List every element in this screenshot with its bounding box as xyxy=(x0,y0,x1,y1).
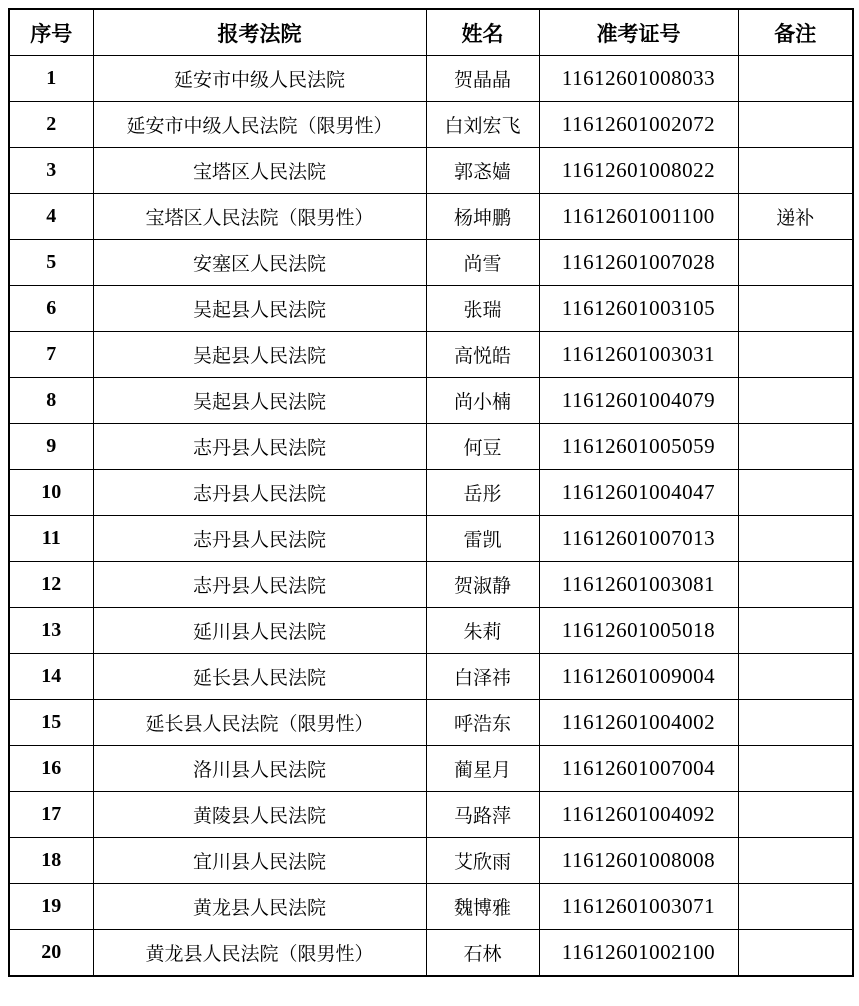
cell-remark xyxy=(738,792,853,838)
table-row xyxy=(9,746,853,792)
cell-remark xyxy=(738,930,853,977)
cell-remark xyxy=(738,654,853,700)
cell-row-number: 20 xyxy=(9,930,93,977)
table-row xyxy=(9,700,853,746)
cell-court: 吴起县人民法院 xyxy=(93,378,426,424)
table-row xyxy=(9,148,853,194)
cell-ticket-number: 11612601003031 xyxy=(539,332,738,378)
cell-row-number: 10 xyxy=(9,470,93,516)
cell-remark xyxy=(738,148,853,194)
cell-court: 志丹县人民法院 xyxy=(93,424,426,470)
cell-candidate-name: 岳彤 xyxy=(426,470,539,516)
cell-remark xyxy=(738,424,853,470)
cell-candidate-name: 何豆 xyxy=(426,424,539,470)
cell-remark xyxy=(738,240,853,286)
cell-row-number: 14 xyxy=(9,654,93,700)
cell-ticket-number: 11612601005059 xyxy=(539,424,738,470)
cell-candidate-name: 呼浩东 xyxy=(426,700,539,746)
cell-row-number: 12 xyxy=(9,562,93,608)
cell-remark xyxy=(738,102,853,148)
cell-ticket-number: 11612601009004 xyxy=(539,654,738,700)
cell-court: 志丹县人民法院 xyxy=(93,516,426,562)
cell-row-number: 6 xyxy=(9,286,93,332)
cell-court: 延长县人民法院 xyxy=(93,654,426,700)
candidates-table xyxy=(8,8,854,977)
cell-court: 延长县人民法院（限男性） xyxy=(93,700,426,746)
cell-remark xyxy=(738,286,853,332)
table-row xyxy=(9,332,853,378)
table-row xyxy=(9,562,853,608)
cell-candidate-name: 雷凯 xyxy=(426,516,539,562)
cell-ticket-number: 11612601007028 xyxy=(539,240,738,286)
cell-candidate-name: 张瑞 xyxy=(426,286,539,332)
table-row xyxy=(9,470,853,516)
cell-candidate-name: 白刘宏飞 xyxy=(426,102,539,148)
cell-court: 志丹县人民法院 xyxy=(93,562,426,608)
cell-remark: 递补 xyxy=(738,194,853,240)
table-row xyxy=(9,516,853,562)
cell-court: 延川县人民法院 xyxy=(93,608,426,654)
table-row xyxy=(9,930,853,977)
cell-candidate-name: 尚雪 xyxy=(426,240,539,286)
cell-row-number: 1 xyxy=(9,56,93,102)
cell-court: 宝塔区人民法院（限男性） xyxy=(93,194,426,240)
cell-remark xyxy=(738,562,853,608)
cell-ticket-number: 11612601004079 xyxy=(539,378,738,424)
cell-row-number: 7 xyxy=(9,332,93,378)
column-header-index: 序号 xyxy=(9,9,93,56)
cell-candidate-name: 马路萍 xyxy=(426,792,539,838)
table-row xyxy=(9,654,853,700)
table-row xyxy=(9,56,853,102)
cell-candidate-name: 艾欣雨 xyxy=(426,838,539,884)
cell-candidate-name: 高悦皓 xyxy=(426,332,539,378)
table-row xyxy=(9,194,853,240)
cell-row-number: 2 xyxy=(9,102,93,148)
table-row xyxy=(9,424,853,470)
cell-ticket-number: 11612601005018 xyxy=(539,608,738,654)
cell-court: 黄龙县人民法院 xyxy=(93,884,426,930)
cell-court: 宜川县人民法院 xyxy=(93,838,426,884)
cell-ticket-number: 11612601002072 xyxy=(539,102,738,148)
cell-row-number: 19 xyxy=(9,884,93,930)
cell-candidate-name: 蔺星月 xyxy=(426,746,539,792)
cell-row-number: 4 xyxy=(9,194,93,240)
cell-ticket-number: 11612601001100 xyxy=(539,194,738,240)
cell-remark xyxy=(738,746,853,792)
cell-candidate-name: 石林 xyxy=(426,930,539,977)
cell-remark xyxy=(738,470,853,516)
table-row xyxy=(9,792,853,838)
cell-candidate-name: 朱莉 xyxy=(426,608,539,654)
cell-candidate-name: 郭忞嫱 xyxy=(426,148,539,194)
table-row xyxy=(9,240,853,286)
cell-row-number: 17 xyxy=(9,792,93,838)
cell-ticket-number: 11612601004047 xyxy=(539,470,738,516)
cell-remark xyxy=(738,56,853,102)
table-row xyxy=(9,884,853,930)
table-row xyxy=(9,378,853,424)
cell-ticket-number: 11612601008022 xyxy=(539,148,738,194)
table-row xyxy=(9,838,853,884)
cell-row-number: 9 xyxy=(9,424,93,470)
table-row xyxy=(9,286,853,332)
cell-ticket-number: 11612601008033 xyxy=(539,56,738,102)
cell-court: 吴起县人民法院 xyxy=(93,332,426,378)
cell-row-number: 15 xyxy=(9,700,93,746)
cell-ticket-number: 11612601007013 xyxy=(539,516,738,562)
cell-row-number: 3 xyxy=(9,148,93,194)
table-row xyxy=(9,608,853,654)
cell-court: 延安市中级人民法院 xyxy=(93,56,426,102)
cell-court: 宝塔区人民法院 xyxy=(93,148,426,194)
cell-candidate-name: 贺晶晶 xyxy=(426,56,539,102)
cell-candidate-name: 杨坤鹏 xyxy=(426,194,539,240)
cell-remark xyxy=(738,608,853,654)
column-header-remark: 备注 xyxy=(738,9,853,56)
cell-court: 志丹县人民法院 xyxy=(93,470,426,516)
cell-court: 延安市中级人民法院（限男性） xyxy=(93,102,426,148)
cell-candidate-name: 魏博雅 xyxy=(426,884,539,930)
cell-ticket-number: 11612601002100 xyxy=(539,930,738,977)
cell-row-number: 8 xyxy=(9,378,93,424)
cell-ticket-number: 11612601004092 xyxy=(539,792,738,838)
cell-remark xyxy=(738,700,853,746)
cell-court: 安塞区人民法院 xyxy=(93,240,426,286)
cell-court: 黄龙县人民法院（限男性） xyxy=(93,930,426,977)
cell-ticket-number: 11612601003081 xyxy=(539,562,738,608)
cell-court: 黄陵县人民法院 xyxy=(93,792,426,838)
cell-candidate-name: 白泽祎 xyxy=(426,654,539,700)
cell-court: 吴起县人民法院 xyxy=(93,286,426,332)
cell-court: 洛川县人民法院 xyxy=(93,746,426,792)
cell-remark xyxy=(738,332,853,378)
cell-ticket-number: 11612601008008 xyxy=(539,838,738,884)
column-header-ticket: 准考证号 xyxy=(539,9,738,56)
cell-row-number: 11 xyxy=(9,516,93,562)
cell-remark xyxy=(738,884,853,930)
cell-ticket-number: 11612601003071 xyxy=(539,884,738,930)
header-row xyxy=(9,9,853,56)
cell-ticket-number: 11612601003105 xyxy=(539,286,738,332)
cell-ticket-number: 11612601004002 xyxy=(539,700,738,746)
cell-row-number: 18 xyxy=(9,838,93,884)
cell-ticket-number: 11612601007004 xyxy=(539,746,738,792)
cell-remark xyxy=(738,838,853,884)
cell-candidate-name: 尚小楠 xyxy=(426,378,539,424)
cell-row-number: 16 xyxy=(9,746,93,792)
column-header-court: 报考法院 xyxy=(93,9,426,56)
table-row xyxy=(9,102,853,148)
cell-row-number: 5 xyxy=(9,240,93,286)
cell-remark xyxy=(738,516,853,562)
cell-remark xyxy=(738,378,853,424)
column-header-name: 姓名 xyxy=(426,9,539,56)
cell-candidate-name: 贺淑静 xyxy=(426,562,539,608)
cell-row-number: 13 xyxy=(9,608,93,654)
